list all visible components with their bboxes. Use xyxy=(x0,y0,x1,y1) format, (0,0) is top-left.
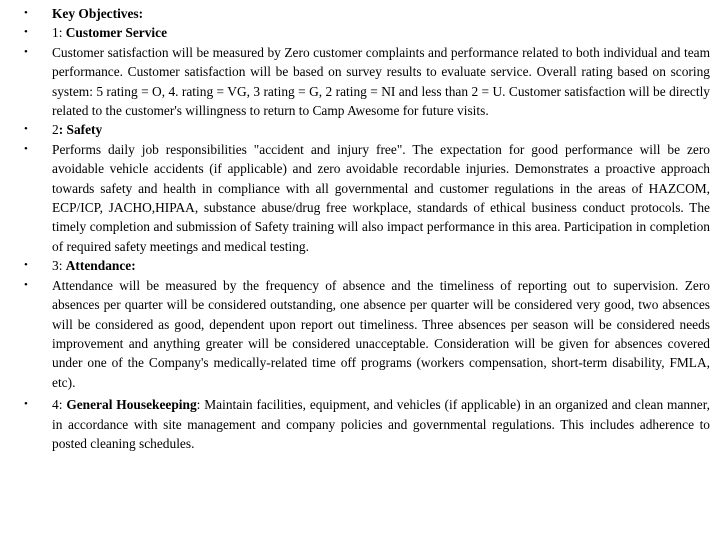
bullet-icon: • xyxy=(24,398,28,411)
attendance-text: Attendance will be measured by the frequency of absence and the timeliness of reporting out to supervision. Zero absences per quarter will be considered outstanding, one absence per quarter will be considered very good, two absences will be considered as good, dependent upon report out timeliness. Three absences per season will be considered needs improvement and anything greater will be considered unacceptable. Consideration will be given for absences covered under one of the Company's medically-related time off programs (workers compensation, short-term disability, FMLA, etc). xyxy=(52,277,710,390)
list-item-customer-service-heading xyxy=(0,23,720,42)
list-item-safety-heading xyxy=(0,120,720,139)
item-number: 3: xyxy=(52,258,66,274)
list-item-attendance-body xyxy=(0,276,720,392)
safety-text: Performs daily job responsibilities "accident and injury free". The expectation for good performance will be zero avoidable vehicle accidents (if applicable) and zero avoidable recordable injuries. Demonstrates a proactive approach towards safety and health in compliance with all governmental and customer regulations in the areas of HAZCOM, ECP/ICP, JACHO,HIPAA, substance abuse/drug free workplace, standards of ethical business conduct protocols. The timely completion and submission of Safety training will also impact performance in this area. Participation in completion of required safety meetings and medical testing. xyxy=(52,141,710,254)
general-housekeeping-heading: General Housekeeping xyxy=(66,397,197,413)
key-objectives-heading: Key Objectives: xyxy=(52,6,144,21)
bullet-icon: • xyxy=(24,142,28,155)
bullet-icon: • xyxy=(24,45,28,58)
item-number: 4: xyxy=(52,397,67,413)
attendance-heading: Attendance: xyxy=(65,258,136,274)
list-item-attendance-heading xyxy=(0,256,720,275)
item-number: 2 xyxy=(52,122,59,138)
bullet-icon: • xyxy=(24,123,28,136)
list-item-key-objectives xyxy=(0,4,720,23)
bullet-icon: • xyxy=(24,26,28,39)
bullet-icon: • xyxy=(24,7,28,19)
customer-service-text: Customer satisfaction will be measured by Zero customer complaints and performance related to both individual and team performance. Customer satisfaction will be based on survey results to evaluate service. Overall rating based on scoring system: 5 rating = O, 4. rating = VG, 3 rating = G, 2 rating = NI and less than 2 = U. Customer satisfaction will be directly related to the customer's willingness to return to Camp Awesome for future visits. xyxy=(52,44,710,119)
list-item-general-housekeeping xyxy=(0,395,720,453)
general-housekeeping-text: : Maintain facilities, equipment, and vehicles (if applicable) in an organized and clean manner, in accordance with site management and company policies and governmental regulations. This includes adherence to posted cleaning schedules. xyxy=(52,397,710,451)
safety-heading: : Safety xyxy=(58,122,103,138)
list-item-customer-service-body xyxy=(0,43,720,121)
bullet-icon: • xyxy=(24,278,28,291)
bullet-icon: • xyxy=(24,259,28,272)
item-number: 1: xyxy=(52,25,66,41)
customer-service-heading: Customer Service xyxy=(65,25,168,41)
objectives-list xyxy=(0,4,720,453)
list-item-safety-body xyxy=(0,140,720,256)
